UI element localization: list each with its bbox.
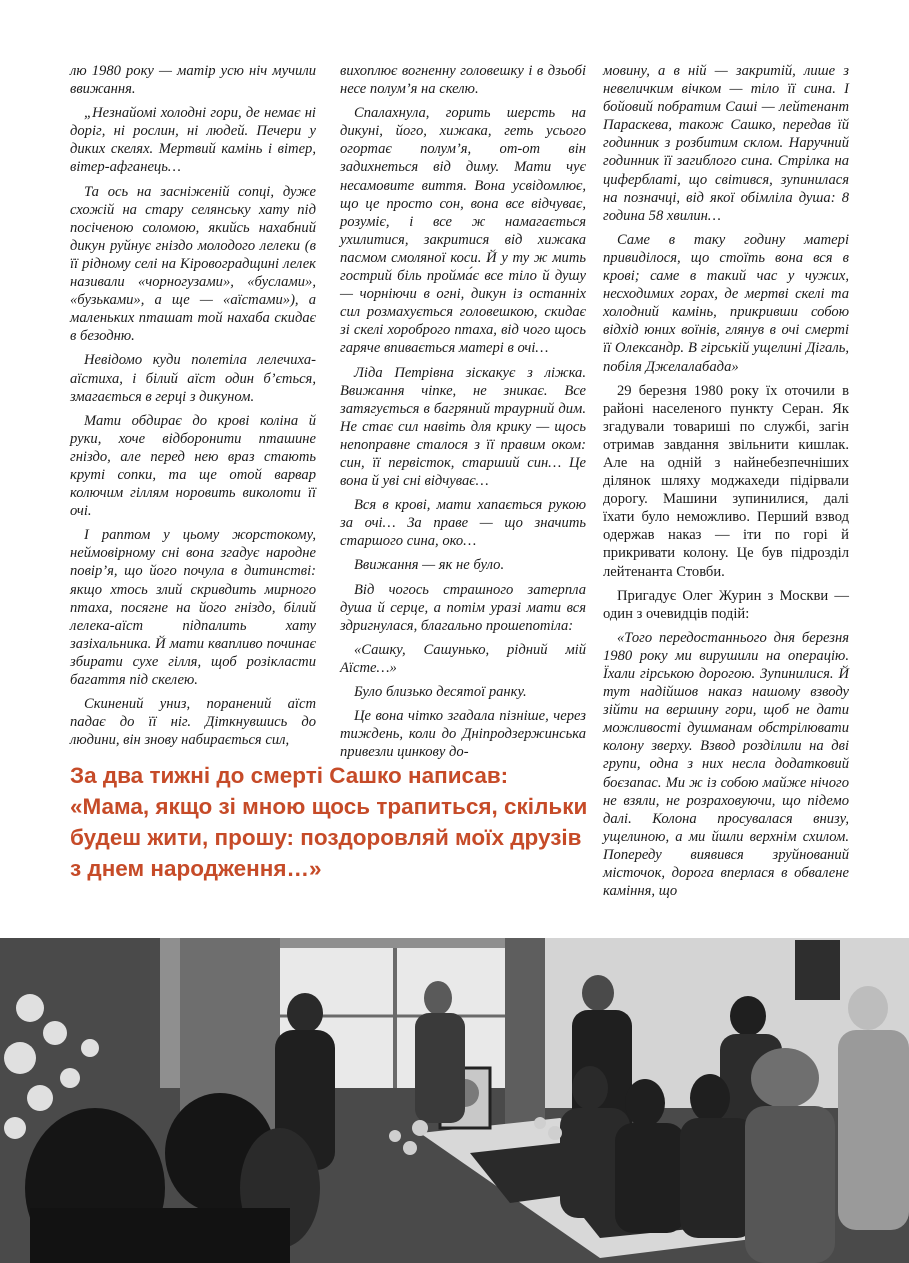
paragraph: Від чогось страшного затерпла душа й серце, а потім уразі мати вся здригнулася, благально прошепотіла:: [340, 581, 586, 634]
wall-icon-frame: [795, 940, 840, 1000]
paragraph: Пригадує Олег Журин з Москви — один з очевидців подій:: [603, 587, 849, 622]
paragraph: «Того передостаннього дня березня 1980 року ми вирушили на операцію. Їхали гірською дорогою. Зупинилися. Й тут надійшов наказ нашому взводу зійти на вершину гори, щоб не дати можливості душманам обстрілювати колону зверху. Взвод розділили на дві групи, одна з них несла додатковий боєзапас. Ми ж із собою майже нічого не взяли, не розраховуючи, що підемо далі. Колона просувалася внизу, ущелиною, а ми йшли верхнім схилом. Попереду виявився зруйнований місточок, дорога вперлася в обвалене каміння, що: [603, 629, 849, 900]
paragraph: Саме в таку годину матері привиділося, що стоїть вона вся в крові; саме в такий час у чужих, несходимих горах, де мертві скелі та холодний камінь, прикривши собою відхід юних воїнів, глянув в очі смерті її Олександр. В гірській ущелині Дігаль, побіля Джелалабада»: [603, 231, 849, 375]
paragraph: Невідомо куди полетіла лелечиха-аїстиха, і білий аїст один б’ється, змагається в герці з дикуном.: [70, 352, 316, 405]
funeral-photograph: [0, 938, 909, 1263]
paragraph: Ліда Петрівна зіскакує з ліжка. Ввижання чіпке, не зникає. Все затягується в багряний траурний дим. Не стає сил навіть для крику — щось непоправне сталося з її правим оком: син, її первісток, старший син… Це вона й уві сні відчуває…: [340, 364, 586, 490]
paragraph: Було близько десятої ранку.: [354, 684, 527, 700]
paragraph: вихоплює вогненну головешку і в дзьобі несе полум’я на скелю.: [340, 63, 586, 98]
paragraph: Ввижання — як не було.: [354, 557, 505, 574]
paragraph: І раптом у цьому жорстокому, неймовірному сні вона згадує народне повір’я, що його почула в дитинстві: якщо хтось злий скривдить мирного птаха, посягне на його гніздо, білий лелека-аїст підпалить хату зазіхальника. Й мати квапливо починає збирати сухе гілля, щоб розікласти багаття під скелею.: [70, 527, 316, 688]
paragraph: 29 березня 1980 року їх оточили в районі населеного пункту Серан. Як згадували товариші по службі, загін отримав завдання звільнити кишлак. Але на одній з найнебезпечніших ділянок шляху моджахеди підірвали дорогу. Машини зупинилися, далі їхати було неможливо. Перший взвод одержав наказ — іти по горі й прикривати колону. Це був підрозділ лейтенанта Стовби.: [603, 382, 849, 580]
paragraph: «Сашку, Сашунько, рідний мій Аїсте…»: [340, 641, 586, 676]
paragraph: Та ось на засніженій сопці, дуже схожій на стару селянську хату під посіченою соломою, якийсь нахабний дикун руйнує гніздо молодого лелеки (в її рідному селі на Кіровоградщині лелек називали «чорногузами», «буслами», «бузьками», а ще — «аїстами»), а маленьких пташат той нахаба скидає в безодню.: [70, 183, 316, 345]
article-column-2: [340, 62, 586, 761]
curtain-right: [505, 938, 545, 1138]
paragraph: мовину, а в ній — закритій, лише з невеличким вічком — тіло її сина. І бойовий побратим Саші — лейтенант Параскева, також Сашко, передав їй годинник з розбитим склом. Наручний годинник її загиблого сина. Стрілка на циферблаті, що світився, зупинилася на позначці, від якої обімліла душа: 8 година 58 хвилин…: [603, 63, 849, 224]
article-column-1: [70, 62, 316, 752]
paragraph: Це вона чітко згадала пізніше, через тиждень, коли до Дніпродзержинська привезли цинкову до-: [340, 708, 586, 761]
paragraph: Мати обдирає до крові коліна й руки, хоче відборонити пташине гніздо, але перед нею враз стають круті сопки, та ще отой варвар колючим гіллям норовить виколоти її очі.: [70, 412, 316, 520]
photo-illustration: [0, 938, 909, 1263]
paragraph: лю 1980 року — матір усю ніч мучили ввижання.: [70, 63, 316, 98]
paragraph: Скинений униз, поранений аїст падає до її ніг. Діткнувшись до людини, він знову набирається сил,: [70, 696, 316, 749]
paragraph: Спалахнула, горить шерсть на дикуні, його, хижака, геть усього огортає полум’я, от-от він задихнеться від диму. Мати чує несамовите виття. Вона усвідомлює, що це просто сон, вона все відчуває, розуміє, і все ж намагається ухилитися, закритися від хижака пасмом смоляної коси. Й у ту ж мить гострий біль пройма́є все тіло й душу — чорніючи в огні, дикун із останніх сил розмахується головешкою, скидає зі скелі хороброго птаха, від чого щось гаряче впивається матері в очі…: [340, 105, 586, 357]
paragraph: „Незнайомі холодні гори, де немає ні доріг, ні рослин, ні людей. Печери у диких скелях. Мертвий камінь і вітер, вітер-афганець…: [70, 105, 316, 176]
article-column-3: [603, 62, 849, 907]
pull-quote: За два тижні до смерті Сашко написав: «Мама, якщо зі мною щось трапиться, скільки будеш жити, прошу: поздоровляй моїх друзів з днем народження…»: [70, 763, 588, 881]
paragraph: Вся в крові, мати хапається рукою за очі… За праве — що значить старшого сина, око…: [340, 497, 586, 550]
